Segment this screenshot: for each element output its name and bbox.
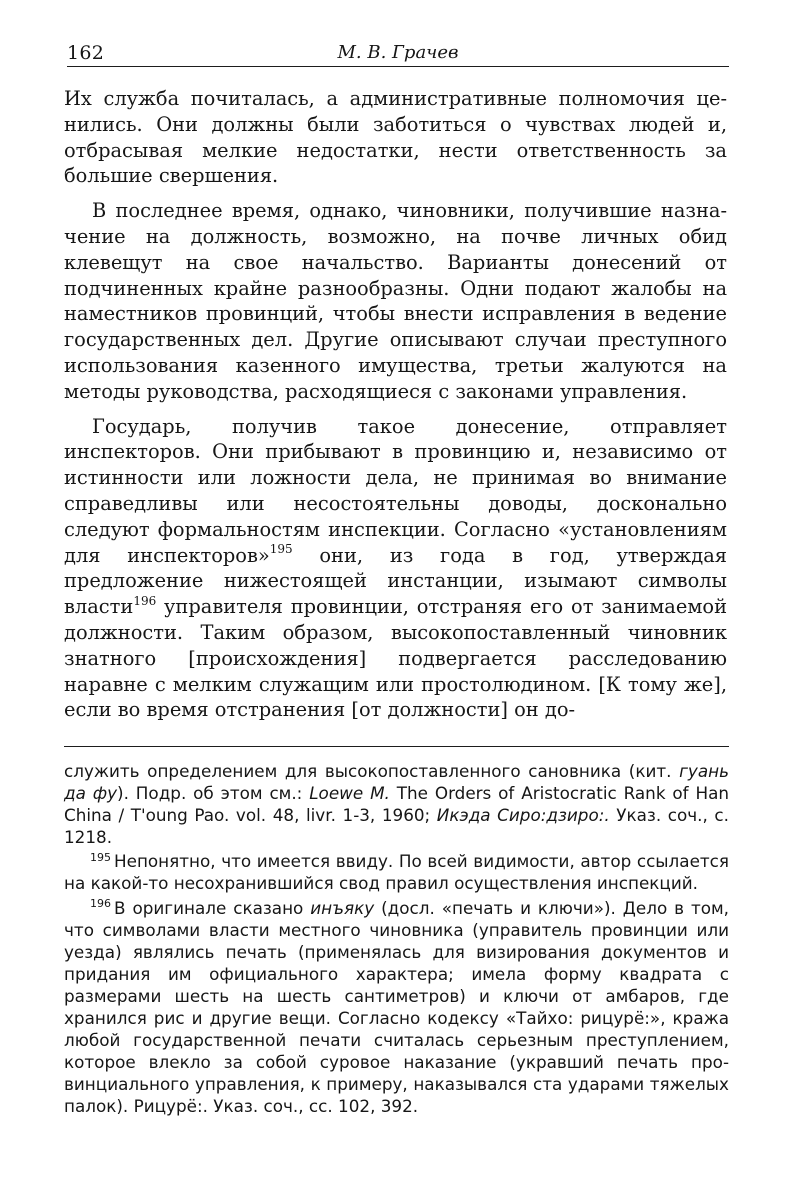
footnote-term-inyaku: инъяку — [310, 897, 375, 918]
paragraph-3-text-b: они, из года в год, утверждая предложение нижестоящей инстанции, изымают символы власти — [64, 543, 727, 619]
footnote-number: 195 — [90, 850, 111, 864]
footnote-term-guan-da-fu: гуань да фу — [64, 761, 729, 804]
paragraph-3-text-c: управителя провинции, отстраняя его от занимаемой должности. Таким образом, высокопоставленный чиновник знатного [происхождения] подвергается расследованию наравне с мелким служащим или простолюдином. [К тому же], если во время отстранения [от должности] он до- — [64, 595, 727, 722]
paragraph-2: В последнее время, однако, чиновники, получившие назначение на должность, возможно, на почве личных обид клевещут на свое начальство. Варианты донесений от подчиненных крайне разнообразны. Одни подают жалобы на наместников провинций, чтобы внести исправления в ведение государственных дел. Другие описывают случаи преступного использования казенного имущества, третьи жалуются на методы руководства, расходящиеся с законами управления. — [64, 199, 727, 403]
main-text — [64, 86, 727, 723]
footnote-text: В оригинале сказано — [114, 897, 311, 918]
footnote-continued-text: The Orders of Aristocratic Rank of Han China / T'oung Pao. vol. 48, livr. 1-3, 1960; — [64, 783, 730, 826]
footnote-author-loewe: Loewe M. — [309, 783, 390, 804]
paragraph-3-text-a: Государь, получив такое донесение, отправляет инспекторов. Они прибывают в провинцию и, независимо от истинности или ложности дела, не принимая во внимание справедливы или несостоятельны доводы, досконально следуют формальностям инспекции. Согласно «установлениям для инспекторов» — [64, 414, 727, 567]
footnote-continued-text: Указ. соч., с. 1218. — [64, 805, 729, 848]
footnote-author-ikeda: Икэда Сиро:дзиро:. — [436, 805, 610, 826]
footnote-continued — [64, 760, 729, 848]
footnote-continued-text: ). Подр. об этом см.: — [117, 783, 310, 804]
running-head: М. В. Грачев — [337, 42, 459, 63]
footnotes — [64, 760, 729, 1120]
paragraph-1: Их служба почиталась, а административные полномочия ценились. Они должны были заботиться о чувствах людей и, отбрасывая мелкие недостатки, нести ответственность за большие свершения. — [64, 87, 727, 188]
footnote-number: 196 — [90, 896, 111, 910]
page-header — [67, 38, 729, 67]
footnote-195 — [64, 850, 729, 894]
footnote-ref-196: 196 — [133, 593, 157, 608]
paragraph-3 — [64, 414, 727, 724]
footnote-text: Непонятно, что имеется ввиду. По всей видимости, автор ссылается на какой-то несохранившийся свод правил осуществления инспекций. — [64, 851, 729, 894]
footnote-ref-195: 195 — [269, 542, 293, 557]
footnote-196 — [64, 897, 729, 1118]
footnote-continued-text: служить определением для высокопоставленного сановника (кит. — [64, 761, 680, 781]
footnote-text: (досл. «печать и ключи»). Дело в том, что символами власти местного чиновника (управитель провинции или уезда) являлись печать (применялась для визирования документов и придания им официального характера; имела форму квадрата с размерами шесть на шесть сантиметров) и ключи от амбаров, где хранился рис и другие вещи. Согласно кодексу «Тайхо: рицурё:», кража любой государственной печати считалась серьезным преступлением, которое влекло за собой суровое наказание (укравший печать провинциального управления, к примеру, наказывался ста ударами тяжелых палок). Рицурё:. Указ. соч., сс. 102, 392. — [64, 897, 729, 1117]
footnote-separator — [64, 746, 729, 747]
page-number: 162 — [67, 42, 105, 64]
